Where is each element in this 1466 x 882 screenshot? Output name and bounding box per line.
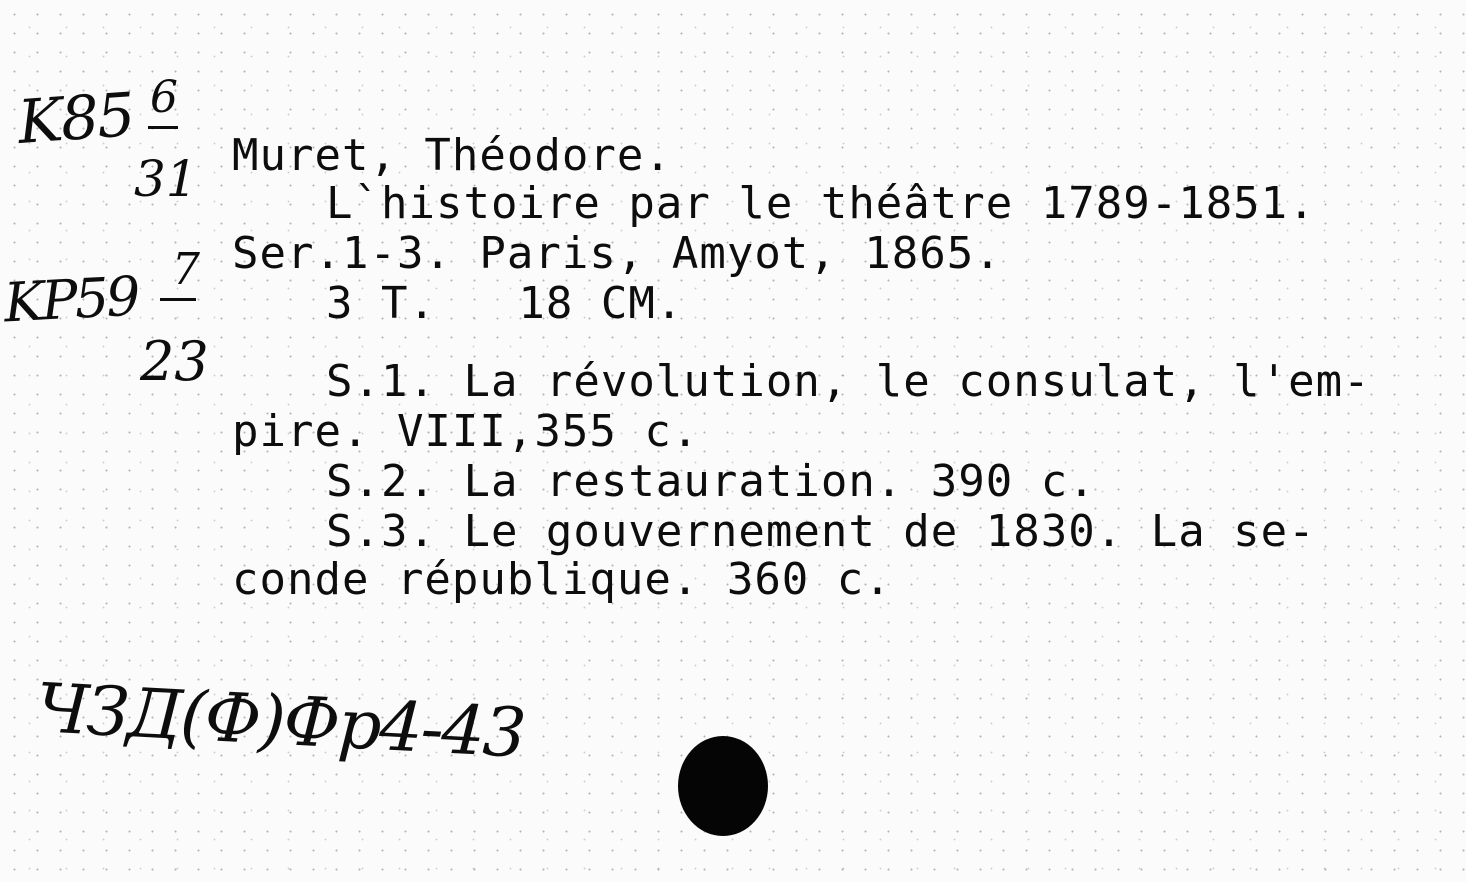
shelfmark-1-numerator: 6 bbox=[150, 72, 178, 123]
shelfmark-1-fraction-bar bbox=[148, 126, 178, 129]
classification-code: ЧЗД(Ф)Фр4-43 bbox=[34, 669, 527, 774]
shelfmark-1-prefix: K85 bbox=[15, 80, 136, 158]
volume-1-line-2: pire. VIII,355 c. bbox=[232, 406, 700, 457]
shelfmark-2-fraction-bar bbox=[160, 298, 196, 301]
shelfmark-1-denominator: 31 bbox=[134, 150, 198, 208]
volume-3-line-1: S.3. Le gouvernement de 1830. La se- bbox=[326, 506, 1316, 557]
volume-1-line-1: S.1. La révolution, le consulat, l'em- bbox=[326, 356, 1371, 407]
shelfmark-2-denominator: 23 bbox=[140, 330, 209, 393]
volume-3-line-2: conde république. 360 c. bbox=[232, 554, 892, 605]
shelfmarks bbox=[0, 0, 230, 420]
punch-hole bbox=[678, 736, 768, 836]
shelfmark-2-prefix: KP59 bbox=[2, 264, 139, 335]
title-line: L`histoire par le théâtre 1789-1851. bbox=[326, 178, 1316, 229]
series-imprint-line: Ser.1-3. Paris, Amyot, 1865. bbox=[232, 228, 1002, 279]
physical-description: 3 T. 18 CM. bbox=[326, 278, 684, 329]
author-heading: Muret, Théodore. bbox=[232, 130, 672, 181]
shelfmark-2-numerator: 7 bbox=[172, 244, 200, 295]
volume-2-line: S.2. La restauration. 390 c. bbox=[326, 456, 1096, 507]
